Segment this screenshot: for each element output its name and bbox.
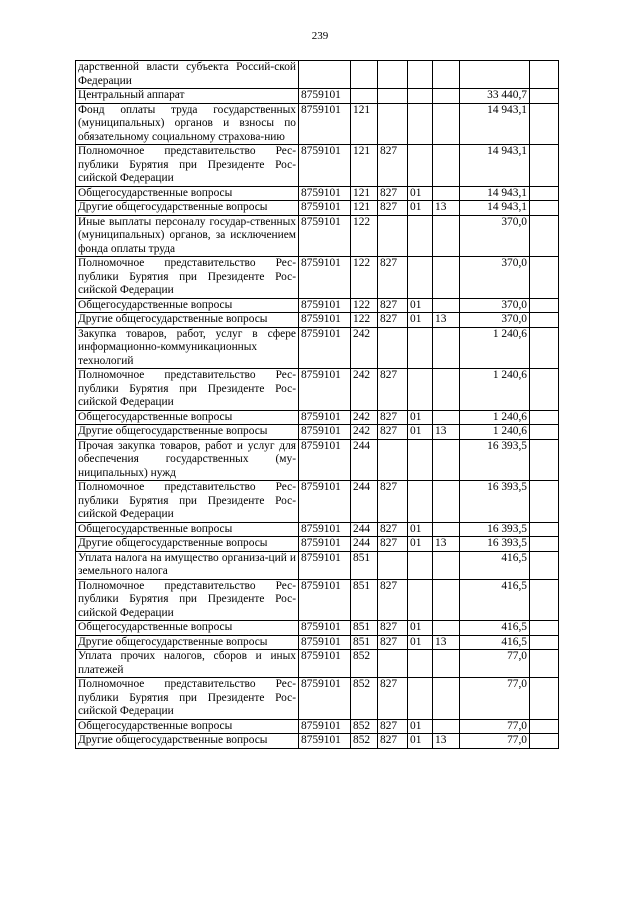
cell-expense-type: 851 <box>351 621 378 636</box>
cell-target-article: 8759101 <box>299 410 351 425</box>
cell-name: Полномочное представительство Рес-публики Бурятия при Президенте Рос-сийской Федерации <box>76 145 299 187</box>
cell-expense-type: 121 <box>351 186 378 201</box>
cell-expense-type: 122 <box>351 298 378 313</box>
cell-expense-type: 852 <box>351 719 378 734</box>
cell-target-article: 8759101 <box>299 678 351 720</box>
cell-amount: 370,0 <box>460 313 530 328</box>
cell-extra <box>530 103 559 145</box>
cell-subsection <box>433 186 460 201</box>
cell-amount: 77,0 <box>460 678 530 720</box>
page-number: 239 <box>311 30 329 42</box>
cell-target-article: 8759101 <box>299 201 351 216</box>
cell-expense-type: 852 <box>351 650 378 678</box>
cell-subsection: 13 <box>433 425 460 440</box>
table-row <box>76 145 559 187</box>
cell-amount: 1 240,6 <box>460 410 530 425</box>
table-row <box>76 734 559 749</box>
cell-section <box>408 551 433 579</box>
cell-subsection <box>433 89 460 104</box>
cell-extra <box>530 522 559 537</box>
cell-amount: 77,0 <box>460 734 530 749</box>
cell-amount: 16 393,5 <box>460 522 530 537</box>
cell-section <box>408 89 433 104</box>
cell-administrator: 827 <box>378 410 408 425</box>
cell-amount: 14 943,1 <box>460 145 530 187</box>
table-row <box>76 522 559 537</box>
cell-expense-type: 244 <box>351 537 378 552</box>
cell-amount: 14 943,1 <box>460 103 530 145</box>
cell-subsection: 13 <box>433 635 460 650</box>
cell-amount: 77,0 <box>460 719 530 734</box>
cell-extra <box>530 551 559 579</box>
cell-administrator: 827 <box>378 186 408 201</box>
cell-subsection <box>433 257 460 299</box>
cell-amount: 370,0 <box>460 215 530 257</box>
cell-target-article: 8759101 <box>299 719 351 734</box>
cell-extra <box>530 298 559 313</box>
cell-extra <box>530 635 559 650</box>
cell-section: 01 <box>408 298 433 313</box>
table-row <box>76 215 559 257</box>
cell-administrator: 827 <box>378 678 408 720</box>
cell-name: Уплата прочих налогов, сборов и иных платежей <box>76 650 299 678</box>
cell-expense-type <box>351 89 378 104</box>
cell-amount: 77,0 <box>460 650 530 678</box>
cell-section: 01 <box>408 425 433 440</box>
cell-amount: 16 393,5 <box>460 481 530 523</box>
cell-section: 01 <box>408 719 433 734</box>
cell-amount: 1 240,6 <box>460 369 530 411</box>
cell-administrator <box>378 89 408 104</box>
cell-amount: 416,5 <box>460 635 530 650</box>
cell-expense-type <box>351 61 378 89</box>
cell-target-article: 8759101 <box>299 522 351 537</box>
cell-administrator: 827 <box>378 145 408 187</box>
cell-section <box>408 481 433 523</box>
table-row <box>76 313 559 328</box>
table-row <box>76 678 559 720</box>
cell-name: Другие общегосударственные вопросы <box>76 734 299 749</box>
cell-section <box>408 650 433 678</box>
cell-name: Полномочное представительство Рес-публики Бурятия при Президенте Рос-сийской Федерации <box>76 257 299 299</box>
cell-extra <box>530 579 559 621</box>
cell-section: 01 <box>408 522 433 537</box>
table-row <box>76 537 559 552</box>
cell-extra <box>530 425 559 440</box>
cell-name: Другие общегосударственные вопросы <box>76 425 299 440</box>
cell-section: 01 <box>408 621 433 636</box>
cell-target-article: 8759101 <box>299 215 351 257</box>
cell-subsection: 13 <box>433 313 460 328</box>
cell-section: 01 <box>408 186 433 201</box>
table-row <box>76 551 559 579</box>
cell-amount: 14 943,1 <box>460 201 530 216</box>
cell-target-article: 8759101 <box>299 257 351 299</box>
cell-amount: 416,5 <box>460 621 530 636</box>
cell-extra <box>530 327 559 369</box>
cell-administrator: 827 <box>378 481 408 523</box>
cell-section: 01 <box>408 734 433 749</box>
cell-target-article: 8759101 <box>299 481 351 523</box>
cell-extra <box>530 257 559 299</box>
cell-expense-type: 244 <box>351 481 378 523</box>
cell-administrator: 827 <box>378 257 408 299</box>
cell-name: Общегосударственные вопросы <box>76 621 299 636</box>
cell-expense-type: 851 <box>351 635 378 650</box>
cell-target-article: 8759101 <box>299 327 351 369</box>
table-row <box>76 89 559 104</box>
cell-expense-type: 121 <box>351 201 378 216</box>
cell-amount: 1 240,6 <box>460 425 530 440</box>
cell-expense-type: 852 <box>351 678 378 720</box>
cell-administrator: 827 <box>378 579 408 621</box>
cell-extra <box>530 145 559 187</box>
cell-name: Другие общегосударственные вопросы <box>76 313 299 328</box>
cell-target-article: 8759101 <box>299 425 351 440</box>
cell-target-article: 8759101 <box>299 186 351 201</box>
cell-subsection: 13 <box>433 537 460 552</box>
cell-subsection: 13 <box>433 734 460 749</box>
cell-administrator <box>378 650 408 678</box>
cell-extra <box>530 719 559 734</box>
cell-expense-type: 244 <box>351 439 378 481</box>
cell-administrator: 827 <box>378 201 408 216</box>
table-row <box>76 635 559 650</box>
cell-subsection <box>433 481 460 523</box>
cell-expense-type: 242 <box>351 327 378 369</box>
cell-extra <box>530 313 559 328</box>
cell-name: Другие общегосударственные вопросы <box>76 201 299 216</box>
cell-administrator <box>378 61 408 89</box>
cell-subsection <box>433 410 460 425</box>
cell-extra <box>530 481 559 523</box>
table-row <box>76 621 559 636</box>
cell-administrator: 827 <box>378 621 408 636</box>
cell-section <box>408 327 433 369</box>
cell-extra <box>530 201 559 216</box>
cell-expense-type: 244 <box>351 522 378 537</box>
cell-target-article <box>299 61 351 89</box>
cell-subsection <box>433 719 460 734</box>
cell-amount: 416,5 <box>460 551 530 579</box>
cell-amount: 14 943,1 <box>460 186 530 201</box>
cell-subsection <box>433 215 460 257</box>
cell-administrator <box>378 103 408 145</box>
cell-subsection <box>433 298 460 313</box>
cell-name: дарственной власти субъекта Россий-ской Федерации <box>76 61 299 89</box>
cell-expense-type: 242 <box>351 369 378 411</box>
cell-subsection <box>433 678 460 720</box>
cell-expense-type: 851 <box>351 551 378 579</box>
budget-table <box>75 60 559 749</box>
cell-name: Общегосударственные вопросы <box>76 186 299 201</box>
cell-name: Закупка товаров, работ, услуг в сфере информационно-коммуникационных технологий <box>76 327 299 369</box>
cell-expense-type: 122 <box>351 215 378 257</box>
cell-section <box>408 215 433 257</box>
cell-name: Общегосударственные вопросы <box>76 410 299 425</box>
cell-subsection <box>433 145 460 187</box>
cell-amount: 370,0 <box>460 257 530 299</box>
cell-subsection <box>433 369 460 411</box>
cell-expense-type: 121 <box>351 145 378 187</box>
cell-section: 01 <box>408 313 433 328</box>
cell-administrator: 827 <box>378 635 408 650</box>
cell-target-article: 8759101 <box>299 369 351 411</box>
table-row <box>76 298 559 313</box>
cell-name: Полномочное представительство Рес-публики Бурятия при Президенте Рос-сийской Федерации <box>76 369 299 411</box>
cell-extra <box>530 369 559 411</box>
cell-target-article: 8759101 <box>299 650 351 678</box>
cell-administrator <box>378 439 408 481</box>
cell-administrator <box>378 215 408 257</box>
cell-administrator <box>378 551 408 579</box>
cell-extra <box>530 678 559 720</box>
cell-administrator: 827 <box>378 734 408 749</box>
cell-expense-type: 852 <box>351 734 378 749</box>
cell-expense-type: 851 <box>351 579 378 621</box>
cell-target-article: 8759101 <box>299 103 351 145</box>
cell-target-article: 8759101 <box>299 298 351 313</box>
cell-extra <box>530 621 559 636</box>
cell-name: Фонд оплаты труда государственных (муниципальных) органов и взносы по обязательному социальному страхова-нию <box>76 103 299 145</box>
cell-administrator: 827 <box>378 425 408 440</box>
table-row <box>76 579 559 621</box>
table-row <box>76 103 559 145</box>
cell-extra <box>530 61 559 89</box>
cell-extra <box>530 537 559 552</box>
table-row <box>76 650 559 678</box>
cell-extra <box>530 650 559 678</box>
cell-name: Общегосударственные вопросы <box>76 298 299 313</box>
cell-extra <box>530 439 559 481</box>
cell-amount: 16 393,5 <box>460 439 530 481</box>
cell-target-article: 8759101 <box>299 537 351 552</box>
cell-name: Полномочное представительство Рес-публики Бурятия при Президенте Рос-сийской Федерации <box>76 481 299 523</box>
cell-administrator: 827 <box>378 298 408 313</box>
cell-administrator: 827 <box>378 369 408 411</box>
cell-name: Общегосударственные вопросы <box>76 719 299 734</box>
table-row <box>76 719 559 734</box>
cell-expense-type: 122 <box>351 257 378 299</box>
cell-section <box>408 439 433 481</box>
cell-subsection <box>433 439 460 481</box>
cell-target-article: 8759101 <box>299 635 351 650</box>
table-row <box>76 201 559 216</box>
cell-name: Прочая закупка товаров, работ и услуг для обеспечения государственных (му-ниципальных) нужд <box>76 439 299 481</box>
cell-name: Общегосударственные вопросы <box>76 522 299 537</box>
table-row <box>76 61 559 89</box>
cell-section <box>408 678 433 720</box>
cell-target-article: 8759101 <box>299 579 351 621</box>
cell-section: 01 <box>408 410 433 425</box>
cell-amount <box>460 61 530 89</box>
cell-target-article: 8759101 <box>299 734 351 749</box>
cell-subsection <box>433 103 460 145</box>
cell-subsection <box>433 551 460 579</box>
table-row <box>76 257 559 299</box>
cell-expense-type: 122 <box>351 313 378 328</box>
cell-amount: 370,0 <box>460 298 530 313</box>
cell-extra <box>530 215 559 257</box>
cell-name: Центральный аппарат <box>76 89 299 104</box>
table-row <box>76 439 559 481</box>
cell-expense-type: 242 <box>351 410 378 425</box>
cell-name: Другие общегосударственные вопросы <box>76 537 299 552</box>
cell-amount: 1 240,6 <box>460 327 530 369</box>
cell-section <box>408 61 433 89</box>
cell-section: 01 <box>408 537 433 552</box>
table-row <box>76 327 559 369</box>
table-row <box>76 186 559 201</box>
cell-extra <box>530 186 559 201</box>
cell-target-article: 8759101 <box>299 439 351 481</box>
cell-extra <box>530 734 559 749</box>
table-row <box>76 481 559 523</box>
cell-subsection <box>433 327 460 369</box>
table-row <box>76 369 559 411</box>
cell-section <box>408 257 433 299</box>
cell-name: Полномочное представительство Рес-публики Бурятия при Президенте Рос-сийской Федерации <box>76 579 299 621</box>
cell-subsection <box>433 61 460 89</box>
cell-section: 01 <box>408 635 433 650</box>
cell-expense-type: 242 <box>351 425 378 440</box>
cell-section <box>408 369 433 411</box>
cell-administrator <box>378 327 408 369</box>
cell-section <box>408 145 433 187</box>
cell-extra <box>530 410 559 425</box>
cell-subsection <box>433 522 460 537</box>
cell-amount: 416,5 <box>460 579 530 621</box>
cell-amount: 16 393,5 <box>460 537 530 552</box>
cell-subsection: 13 <box>433 201 460 216</box>
cell-name: Другие общегосударственные вопросы <box>76 635 299 650</box>
cell-subsection <box>433 650 460 678</box>
cell-target-article: 8759101 <box>299 145 351 187</box>
cell-name: Полномочное представительство Рес-публики Бурятия при Президенте Рос-сийской Федерации <box>76 678 299 720</box>
cell-target-article: 8759101 <box>299 313 351 328</box>
cell-name: Уплата налога на имущество организа-ций и земельного налога <box>76 551 299 579</box>
cell-target-article: 8759101 <box>299 551 351 579</box>
cell-section <box>408 579 433 621</box>
cell-amount: 33 440,7 <box>460 89 530 104</box>
cell-target-article: 8759101 <box>299 621 351 636</box>
cell-administrator: 827 <box>378 313 408 328</box>
cell-extra <box>530 89 559 104</box>
cell-section <box>408 103 433 145</box>
cell-section: 01 <box>408 201 433 216</box>
table-row <box>76 410 559 425</box>
cell-expense-type: 121 <box>351 103 378 145</box>
cell-administrator: 827 <box>378 522 408 537</box>
cell-subsection <box>433 579 460 621</box>
cell-administrator: 827 <box>378 719 408 734</box>
cell-name: Иные выплаты персоналу государ-ственных (муниципальных) органов, за исключением фонда оплаты труда <box>76 215 299 257</box>
table-row <box>76 425 559 440</box>
cell-administrator: 827 <box>378 537 408 552</box>
cell-subsection <box>433 621 460 636</box>
cell-target-article: 8759101 <box>299 89 351 104</box>
